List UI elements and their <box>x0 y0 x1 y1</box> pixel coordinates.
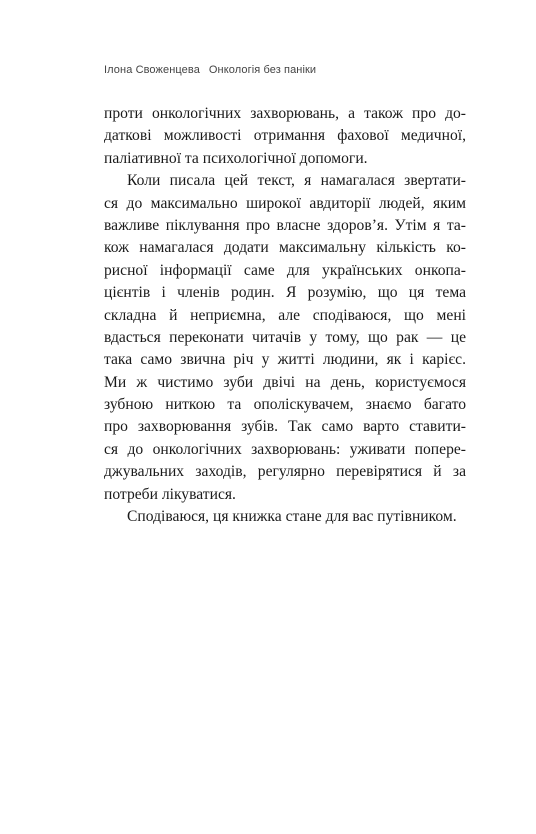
text-line: рисної інформації саме для українських онкопа- <box>104 261 466 279</box>
running-header <box>104 64 316 76</box>
text-line: важливе піклування про власне здоров’я. Утім я та- <box>104 216 466 234</box>
text-line: паліативної та психологічної допомоги. <box>104 149 368 167</box>
text-line: складна й неприємна, але сподіваюся, що мені <box>104 306 466 324</box>
text-line: Коли писала цей текст, я намагалася звертати- <box>127 172 466 190</box>
text-line: зубною ниткою та ополіскувачем, знаємо багато <box>104 396 466 414</box>
text-line: цієнтів і членів родин. Я розумію, що ця тема <box>104 284 466 302</box>
text-line: кож намагалася додати максимальну кількість ко- <box>104 239 466 257</box>
text-line: така само звична річ у житті людини, як і карієс. <box>104 351 466 369</box>
text-line: Сподіваюся, ця книжка стане для вас путівником. <box>127 508 457 526</box>
text-line: даткові можливості отримання фахової медичної, <box>104 127 466 145</box>
header-book-title: Онкологія без паніки <box>208 64 317 76</box>
text-line: вдасться переконати читачів у тому, що рак — це <box>104 328 466 346</box>
text-line: джувальних заходів, регулярно перевірятися й за <box>104 463 466 481</box>
text-line: ся до максимально широкої авдиторії людей, яким <box>104 194 466 212</box>
text-line: потреби лікуватися. <box>104 485 236 503</box>
text-line: про захворювання зубів. Так само варто ставити- <box>104 418 466 436</box>
text-line: ся до онкологічних захворювань: уживати попере- <box>104 440 466 458</box>
text-line: Ми ж чистимо зуби двічі на день, користуємося <box>104 373 466 391</box>
text-line: проти онкологічних захворювань, а також про до- <box>104 105 466 122</box>
body-text <box>104 103 466 528</box>
header-author: Ілона Своженцева <box>104 64 200 76</box>
